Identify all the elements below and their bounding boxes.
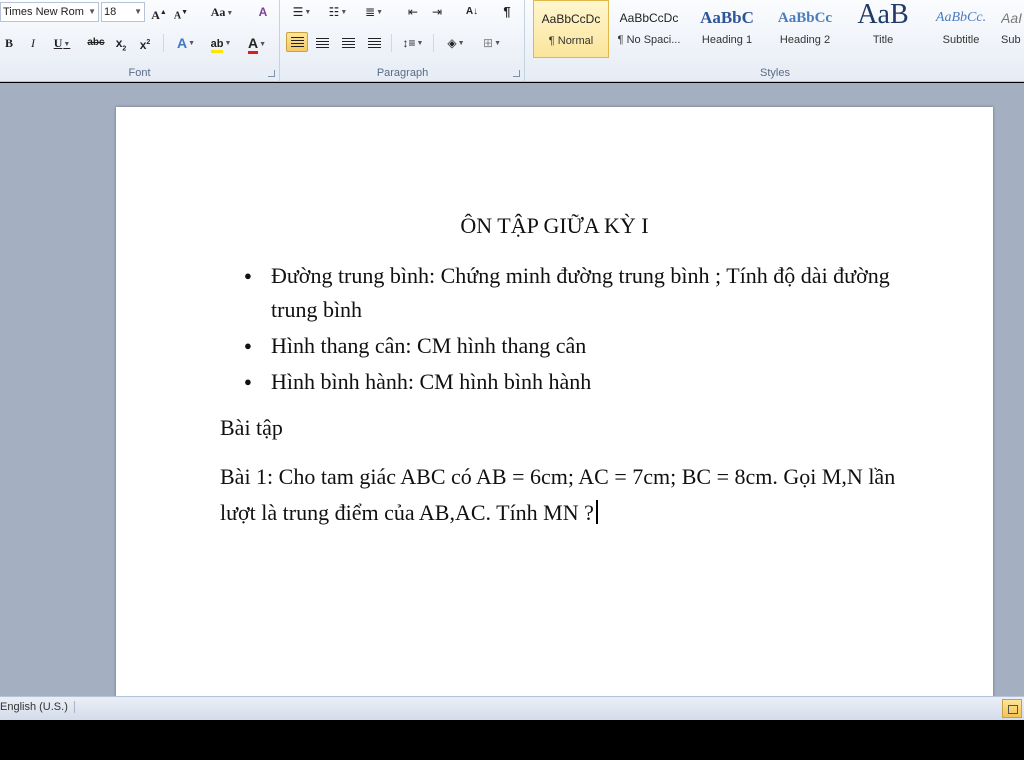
font-group-label: Font xyxy=(128,67,151,79)
section-heading: Bài tập xyxy=(220,415,283,440)
superscript-button[interactable]: $x^2$ xyxy=(139,38,151,52)
ribbon xyxy=(0,0,1024,82)
align-left-icon xyxy=(291,37,304,48)
pilcrow-icon: ¶ xyxy=(503,4,511,19)
style-subtitle[interactable] xyxy=(923,0,999,58)
bold-button[interactable]: B xyxy=(4,36,13,50)
style-sample: AaB xyxy=(857,0,909,30)
font-size-value: 18 xyxy=(104,6,117,18)
style-sample: AaBbC xyxy=(700,8,754,27)
status-bar xyxy=(0,696,1024,720)
eraser-icon: A xyxy=(258,5,268,19)
justify-button[interactable] xyxy=(364,33,384,53)
decrease-indent-button[interactable] xyxy=(403,2,423,22)
styles-group-label: Styles xyxy=(760,67,790,79)
paint-bucket-icon: ◈ xyxy=(447,36,457,50)
style-normal[interactable] xyxy=(533,0,609,58)
align-center-button[interactable] xyxy=(312,33,332,53)
bullet-list xyxy=(244,259,894,401)
align-left-button[interactable] xyxy=(286,32,308,52)
style-sample: AaBbCc. xyxy=(935,10,987,25)
style-no-spacing[interactable] xyxy=(611,0,687,58)
borders-icon: ⊞ xyxy=(483,36,494,50)
style-sample: AaBbCcDc xyxy=(619,11,679,25)
dialog-launcher-icon[interactable] xyxy=(513,70,520,77)
bullets-button[interactable]: ☰▼ xyxy=(292,5,312,19)
font-group xyxy=(0,0,280,82)
chevron-down-icon[interactable]: ▼ xyxy=(88,7,96,16)
list-item: ● Hình bình hành: CM hình bình hành xyxy=(244,365,894,399)
styles-group xyxy=(526,0,1024,82)
language-indicator[interactable]: English (U.S.) xyxy=(0,701,75,713)
sort-icon: A↓ xyxy=(465,6,479,17)
increase-indent-icon: ⇥ xyxy=(431,5,443,19)
exercise-text: Bài 1: Cho tam giác ABC có AB = 6cm; AC = 7cm; BC = 8cm. Gọi M,N lần lượt là trung điểm của AB,AC. Tính MN ? xyxy=(220,464,896,525)
style-heading-2[interactable] xyxy=(767,0,843,58)
style-name: Sub xyxy=(1001,34,1021,46)
increase-indent-button[interactable] xyxy=(427,2,447,22)
screen-bottom-bar xyxy=(0,720,1024,760)
clear-formatting-button[interactable] xyxy=(252,2,274,22)
document-workspace xyxy=(0,83,1024,696)
style-name: Subtitle xyxy=(942,34,980,46)
toolbar-separator xyxy=(391,34,392,52)
style-name: Heading 2 xyxy=(779,34,831,46)
font-color-icon: A xyxy=(248,35,258,54)
toolbar-separator xyxy=(433,34,434,52)
document-title: ÔN TẬP GIỮA KỲ I xyxy=(460,213,649,238)
style-name: Title xyxy=(872,34,894,46)
shrink-font-button[interactable]: A▼ xyxy=(173,8,189,22)
style-title[interactable] xyxy=(845,0,921,58)
grow-font-button[interactable]: A▲ xyxy=(151,8,167,22)
paragraph-group-label: Paragraph xyxy=(376,67,429,79)
style-sample: AaI xyxy=(1001,10,1023,26)
font-name-combo[interactable] xyxy=(0,2,99,22)
multilevel-list-icon: ≣ xyxy=(365,5,376,19)
decrease-indent-icon: ⇤ xyxy=(407,5,419,19)
highlight-button[interactable]: ab▼ xyxy=(206,33,236,53)
text-effects-button[interactable]: A▼ xyxy=(176,35,196,51)
chevron-down-icon[interactable]: ▼ xyxy=(134,7,142,16)
line-spacing-icon: ↕≡ xyxy=(402,36,416,50)
numbered-list-icon: ☷ xyxy=(328,5,340,19)
font-name-value: Times New Rom xyxy=(3,6,84,18)
paragraph-group xyxy=(281,0,525,82)
style-heading-1[interactable] xyxy=(689,0,765,58)
subscript-button[interactable]: $x_2$ xyxy=(115,36,127,53)
style-sample: AaBbCc xyxy=(777,10,833,26)
style-name: ¶ No Spaci... xyxy=(617,34,681,46)
align-right-button[interactable] xyxy=(338,33,358,53)
style-sample: AaBbCcDc xyxy=(541,12,601,26)
list-item: ● Đường trung bình: Chứng minh đường trung bình ; Tính độ dài đường trung bình xyxy=(244,259,894,327)
align-center-icon xyxy=(316,38,329,49)
change-case-button[interactable]: Aa▼ xyxy=(210,5,234,19)
style-name: ¶ Normal xyxy=(548,35,594,47)
print-layout-view-icon[interactable] xyxy=(1002,699,1022,718)
underline-button[interactable]: U▼ xyxy=(53,36,71,50)
justify-icon xyxy=(368,38,381,49)
italic-button[interactable]: I xyxy=(31,36,35,50)
document-page[interactable] xyxy=(116,107,993,707)
numbering-button[interactable]: ☷▼ xyxy=(328,5,348,19)
list-item: ● Hình thang cân: CM hình thang cân xyxy=(244,329,894,363)
exercise-paragraph xyxy=(220,459,920,531)
borders-button[interactable]: ⊞▼ xyxy=(483,36,501,50)
align-right-icon xyxy=(342,38,355,49)
strikethrough-button[interactable]: abc xyxy=(87,37,105,48)
font-size-combo[interactable] xyxy=(101,2,145,22)
shading-button[interactable]: ◈▼ xyxy=(447,36,465,50)
font-color-button[interactable]: A▼ xyxy=(242,33,272,53)
sort-button[interactable] xyxy=(461,2,483,22)
style-name: Heading 1 xyxy=(701,34,753,46)
toolbar-separator xyxy=(163,34,164,52)
style-subtle-emphasis[interactable] xyxy=(1001,0,1024,58)
line-spacing-button[interactable]: ↕≡▼ xyxy=(402,36,424,50)
text-effects-icon: A xyxy=(176,35,188,51)
highlighter-icon: ab xyxy=(211,38,224,53)
text-cursor xyxy=(596,500,598,524)
multilevel-list-button[interactable]: ≣▼ xyxy=(365,5,383,19)
bullet-list-icon: ☰ xyxy=(292,5,304,19)
dialog-launcher-icon[interactable] xyxy=(268,70,275,77)
show-formatting-marks-button[interactable] xyxy=(497,2,517,22)
